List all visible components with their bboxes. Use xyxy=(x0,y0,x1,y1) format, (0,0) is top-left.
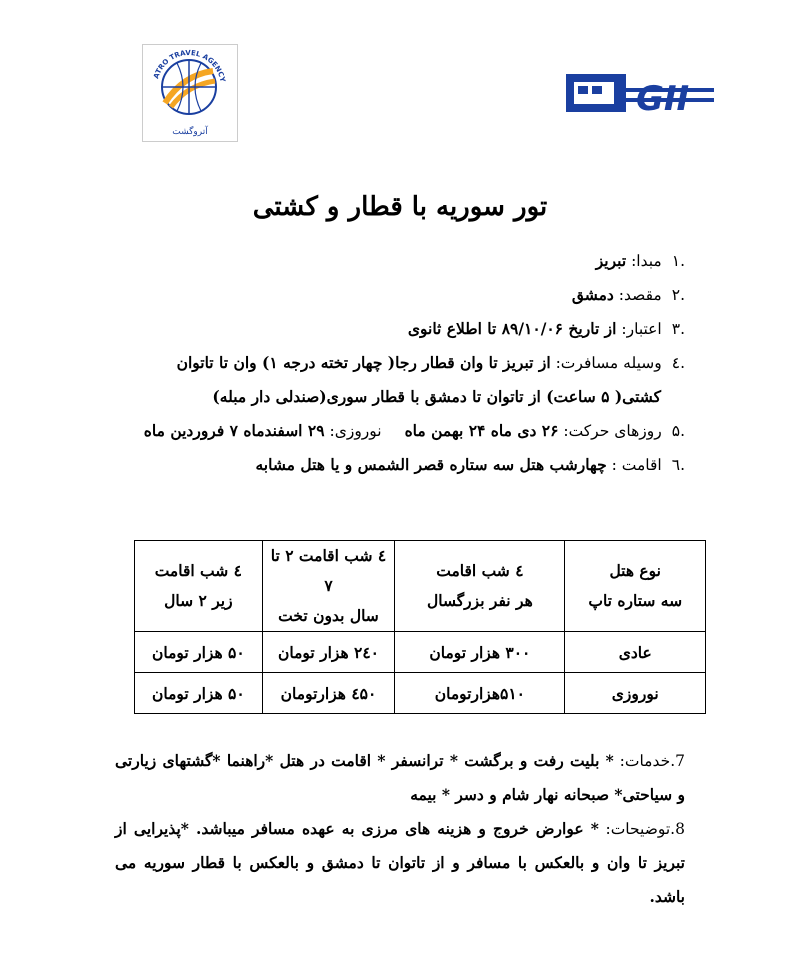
railway-logo xyxy=(566,70,714,116)
header-cell-infant: ٤ شب اقامت زیر ۲ سال xyxy=(135,541,263,632)
price-table xyxy=(134,540,706,714)
notes-paragraph: 8.توضیحات: * عوارض خروج و هزینه های مرزی به عهده مسافر میباشد. *پذیرایی از تبریز تا وان و بالعکس با مسافر و از تاتوان تا دمشق و بالعکس با قطار سوریه می باشد. xyxy=(115,819,685,906)
atro-travel-logo xyxy=(142,44,238,142)
info-list xyxy=(105,244,685,482)
list-item-origin: .۱مبدا: تبریز xyxy=(595,251,685,270)
atro-globe-icon xyxy=(143,45,237,125)
svg-text:GII: GII xyxy=(636,79,690,116)
table-cell: ۵۰ هزار تومان xyxy=(135,673,263,714)
table-row xyxy=(135,673,706,714)
table-cell: ۵۰ هزار تومان xyxy=(135,632,263,673)
list-item-departure-days: .۵روزهای حرکت: ۲۶ دی ماه ۲۴ بهمن ماه نوروزی: ۲۹ اسفندماه ۷ فروردین ماه xyxy=(143,421,685,440)
table-cell: ۳۰۰ هزار تومان xyxy=(395,632,565,673)
table-cell: ۵۱۰هزارتومان xyxy=(395,673,565,714)
header-cell-adult: ٤ شب اقامت هر نفر بزرگسال xyxy=(395,541,565,632)
svg-text:ATRO TRAVEL AGENCY: ATRO TRAVEL AGENCY xyxy=(152,48,227,83)
page-title: تور سوریه با قطار و کشتی xyxy=(252,192,548,222)
table-cell: نوروزی xyxy=(565,673,706,714)
list-item-transport: .٤وسیله مسافرت: از تبریز تا وان قطار رجا( چهار تخته درجه ۱) وان تا تاتوان کشتی( ۵ ساعت) از تاتوان تا دمشق با قطار سوری(صندلی دار مبله) xyxy=(176,353,685,406)
train-logo-icon xyxy=(566,70,714,116)
notes-section xyxy=(115,744,685,914)
table-cell: ۲٤۰ هزار تومان xyxy=(262,632,395,673)
header-cell-child-no-bed: ٤ شب اقامت ۲ تا ۷ سال بدون تخت xyxy=(262,541,395,632)
table-header-row xyxy=(135,541,706,632)
atro-logo-caption: آتروگشت xyxy=(172,127,208,137)
table-cell: ٤۵۰ هزارتومان xyxy=(262,673,395,714)
table-cell: عادی xyxy=(565,632,706,673)
header-cell-hotel-type: نوع هتل سه ستاره تاپ xyxy=(565,541,706,632)
list-item-destination: .۲مقصد: دمشق xyxy=(571,285,685,304)
services-paragraph: 7.خدمات: * بلیت رفت و برگشت * ترانسفر * اقامت در هتل *راهنما *گشتهای زیارتی و سیاحتی* صبحانه نهار شام و دسر * بیمه xyxy=(115,751,685,804)
list-item-accommodation: .٦اقامت : چهارشب هتل سه ستاره قصر الشمس و یا هتل مشابه xyxy=(255,455,685,474)
table-row xyxy=(135,632,706,673)
list-item-validity: .۳اعتبار: از تاریخ ۸۹/۱۰/۰۶ تا اطلاع ثانوی xyxy=(407,319,685,338)
